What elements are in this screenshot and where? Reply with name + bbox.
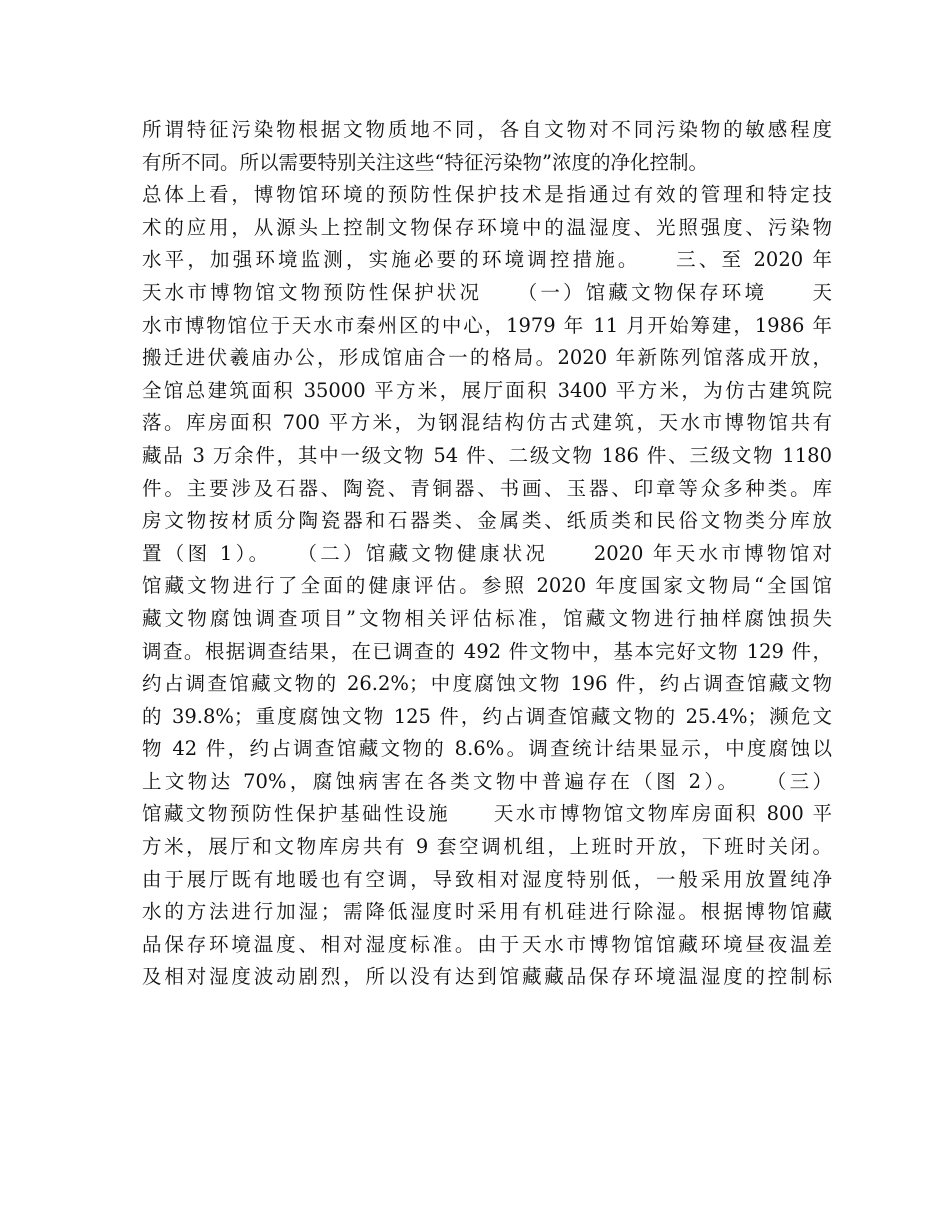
- text-line: 方米，展厅和文物库房共有 9 套空调机组，上班时开放，下班时关闭。: [142, 835, 832, 859]
- text-line: 及相对湿度波动剧烈，所以没有达到馆藏藏品保存环境温湿度的控制标: [142, 965, 832, 989]
- text-line: 水市博物馆位于天水市秦州区的中心，1979 年 11 月开始筹建，1986 年: [142, 313, 832, 337]
- text-line: 物 42 件，约占调查馆藏文物的 8.6%。调查统计结果显示，中度腐蚀以: [142, 737, 832, 761]
- text-line: 全馆总建筑面积 35000 平方米，展厅面积 3400 平方米，为仿古建筑院: [142, 378, 832, 402]
- text-line: 上文物达 70%，腐蚀病害在各类文物中普遍存在（图 2）。 （三）: [142, 769, 832, 793]
- text-line: 馆藏文物预防性保护基础性设施 天水市博物馆文物库房面积 800 平: [142, 802, 832, 826]
- body-paragraph: [142, 114, 832, 994]
- text-line: 术的应用，从源头上控制文物保存环境中的温湿度、光照强度、污染物: [142, 215, 832, 239]
- text-line: 总体上看，博物馆环境的预防性保护技术是指通过有效的管理和特定技: [142, 183, 832, 207]
- text-line: 的 39.8%；重度腐蚀文物 125 件，约占调查馆藏文物的 25.4%；濒危文: [142, 704, 832, 728]
- text-line: 有所不同。所以需要特别关注这些“特征污染物”浓度的净化控制。: [142, 150, 708, 174]
- text-line: 约占调查馆藏文物的 26.2%；中度腐蚀文物 196 件，约占调查馆藏文物: [142, 672, 832, 696]
- text-line: 调查。根据调查结果，在已调查的 492 件文物中，基本完好文物 129 件，: [142, 639, 832, 663]
- text-line: 品保存环境温度、相对湿度标准。由于天水市博物馆馆藏环境昼夜温差: [142, 932, 832, 956]
- text-line: 馆藏文物进行了全面的健康评估。参照 2020 年度国家文物局“全国馆: [142, 574, 832, 598]
- text-line: 藏品 3 万余件，其中一级文物 54 件、二级文物 186 件、三级文物 1180: [142, 443, 832, 467]
- text-line: 水平，加强环境监测，实施必要的环境调控措施。 三、至 2020 年: [142, 248, 832, 272]
- text-line: 置（图 1）。 （二）馆藏文物健康状况 2020 年天水市博物馆对: [142, 541, 832, 565]
- text-line: 搬迁进伏羲庙办公，形成馆庙合一的格局。2020 年新陈列馆落成开放，: [142, 346, 832, 370]
- text-line: 由于展厅既有地暖也有空调，导致相对湿度特别低，一般采用放置纯净: [142, 867, 832, 891]
- text-line: 藏文物腐蚀调查项目”文物相关评估标准，馆藏文物进行抽样腐蚀损失: [142, 606, 832, 630]
- text-line: 水的方法进行加湿；需降低湿度时采用有机硅进行除湿。根据博物馆藏: [142, 900, 832, 924]
- text-line: 天水市博物馆文物预防性保护状况 （一）馆藏文物保存环境 天: [142, 280, 832, 304]
- text-line: 落。库房面积 700 平方米，为钢混结构仿古式建筑，天水市博物馆共有: [142, 411, 832, 435]
- text-line: 房文物按材质分陶瓷器和石器类、金属类、纸质类和民俗文物类分库放: [142, 509, 832, 533]
- text-line: 件。主要涉及石器、陶瓷、青铜器、书画、玉器、印章等众多种类。库: [142, 476, 832, 500]
- text-line: 所谓特征污染物根据文物质地不同，各自文物对不同污染物的敏感程度: [142, 118, 832, 141]
